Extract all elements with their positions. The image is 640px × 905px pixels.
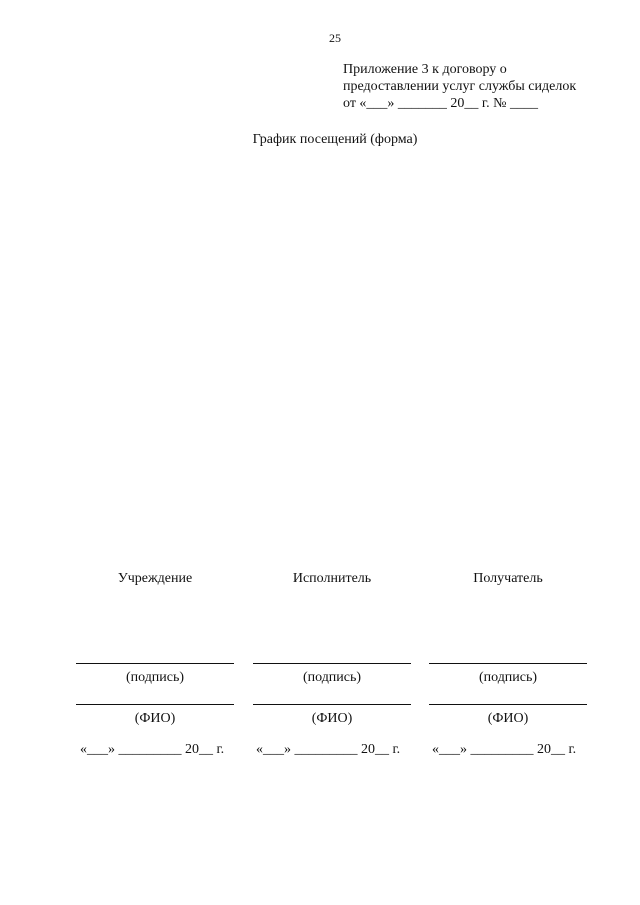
signature-caption: (подпись) <box>125 670 185 685</box>
signature-line <box>429 663 587 664</box>
page-number: 25 <box>329 31 341 45</box>
date-line-executor: «___» _________ 20__ г. <box>256 742 401 757</box>
appendix-header <box>343 61 633 112</box>
name-line <box>76 704 234 705</box>
signature-block-recipient <box>428 570 588 727</box>
name-caption: (ФИО) <box>134 711 176 726</box>
name-caption: (ФИО) <box>487 711 529 726</box>
signature-block-institution <box>75 570 235 727</box>
appendix-line-1: Приложение 3 к договору о <box>343 62 507 77</box>
name-caption: (ФИО) <box>311 711 353 726</box>
name-line <box>429 704 587 705</box>
signature-block-executor <box>252 570 412 727</box>
document-title: График посещений (форма) <box>252 132 418 147</box>
appendix-line-2: предоставлении услуг службы сиделок <box>343 79 577 94</box>
signature-caption: (подпись) <box>478 670 538 685</box>
name-line <box>253 704 411 705</box>
appendix-line-3: от «___» _______ 20__ г. № ____ <box>343 96 538 111</box>
date-line-recipient: «___» _________ 20__ г. <box>432 742 577 757</box>
party-name: Получатель <box>473 571 543 586</box>
party-name: Исполнитель <box>292 571 372 586</box>
signature-line <box>253 663 411 664</box>
signature-caption: (подпись) <box>302 670 362 685</box>
signature-line <box>76 663 234 664</box>
party-name: Учреждение <box>117 571 193 586</box>
date-line-institution: «___» _________ 20__ г. <box>80 742 225 757</box>
